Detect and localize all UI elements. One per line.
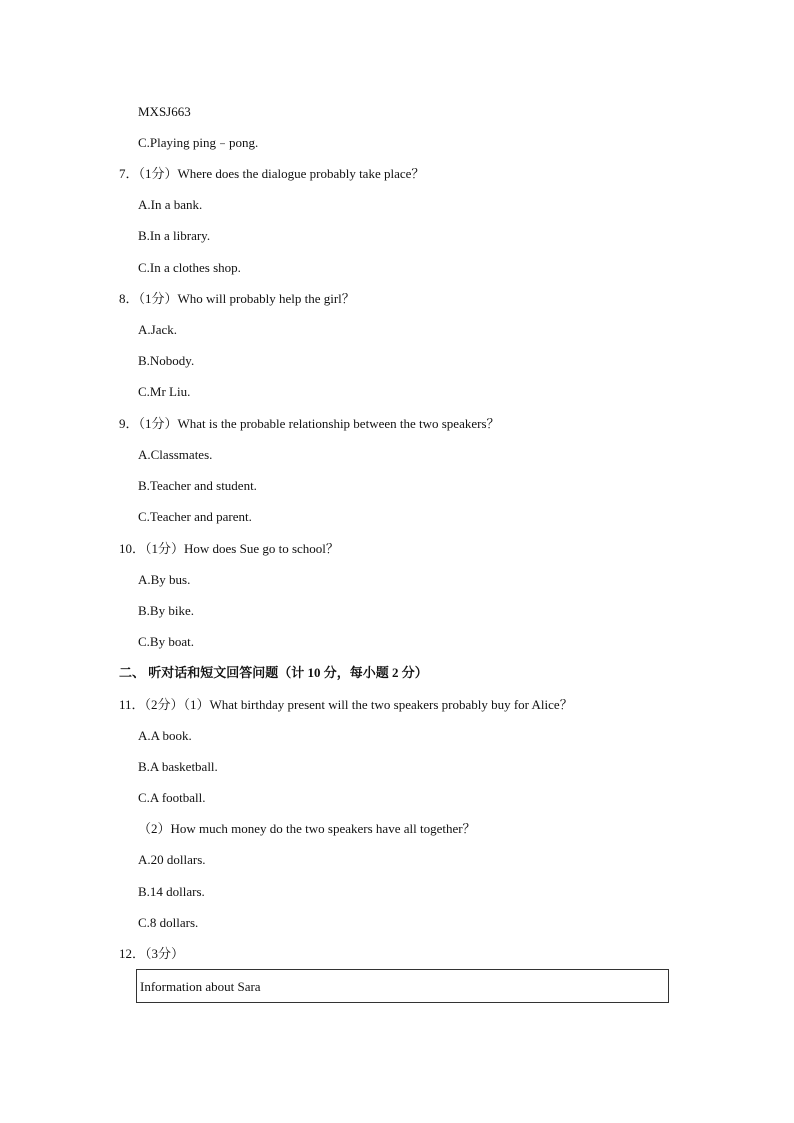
q11-option-a: A.A book. <box>138 728 192 743</box>
q11-option-b: B.A basketball. <box>138 759 218 774</box>
q8-option-a: A.Jack. <box>138 322 177 337</box>
q10-stem: 10．（1分）How does Sue go to school？ <box>119 541 339 556</box>
q11-stem: 11．（2分）（1）What birthday present will the two speakers probably buy for Alice？ <box>119 697 573 712</box>
q12-info-table <box>136 969 669 1003</box>
section-2-heading: 二、 听对话和短文回答问题（计 10 分，每小题 2 分） <box>119 665 428 680</box>
q10-option-c: C.By boat. <box>138 634 194 649</box>
q11-sub2-stem: （2）How much money do the two speakers have all together？ <box>138 821 476 836</box>
q7-option-a: A.In a bank. <box>138 197 203 212</box>
q11-sub2-option-b: B.14 dollars. <box>138 884 205 899</box>
q12-table-header: Information about Sara <box>140 979 261 994</box>
q7-option-c: C.In a clothes shop. <box>138 260 241 275</box>
q7-stem: 7．（1分）Where does the dialogue probably take place？ <box>119 166 425 181</box>
q8-option-c: C.Mr Liu. <box>138 384 191 399</box>
q8-option-b: B.Nobody. <box>138 353 195 368</box>
q9-option-c: C.Teacher and parent. <box>138 509 252 524</box>
q10-option-a: A.By bus. <box>138 572 191 587</box>
q9-option-b: B.Teacher and student. <box>138 478 257 493</box>
q9-option-a: A.Classmates. <box>138 447 213 462</box>
q6-option-c: C.Playing ping﹣pong. <box>138 135 259 150</box>
q11-sub2-option-c: C.8 dollars. <box>138 915 199 930</box>
q12-stem: 12．（3分） <box>119 946 185 961</box>
q10-option-b: B.By bike. <box>138 603 194 618</box>
q7-option-b: B.In a library. <box>138 228 211 243</box>
q11-sub2-option-a: A.20 dollars. <box>138 852 206 867</box>
document-code: MXSJ663 <box>138 104 191 119</box>
q8-stem: 8．（1分）Who will probably help the girl？ <box>119 291 355 306</box>
q9-stem: 9．（1分）What is the probable relationship between the two speakers？ <box>119 416 500 431</box>
q11-option-c: C.A football. <box>138 790 206 805</box>
